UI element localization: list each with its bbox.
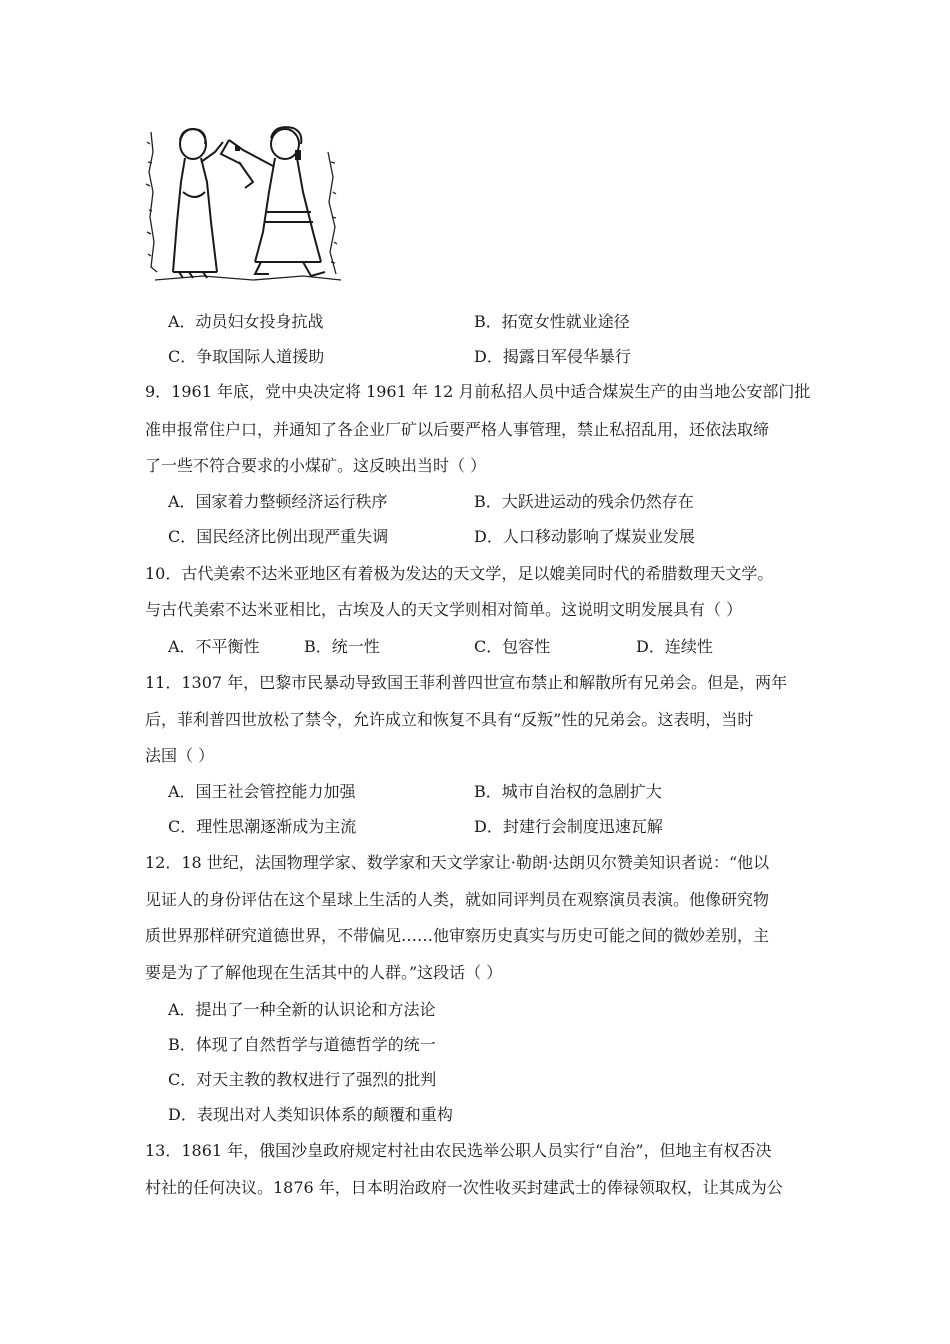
- q9-option-b[interactable]: B．大跃进运动的残余仍然存在: [474, 492, 694, 511]
- q11-option-d[interactable]: D．封建行会制度迅速瓦解: [474, 817, 663, 836]
- q13-stem-line-1: 13．1861 年，俄国沙皇政府规定村社由农民选举公职人员实行“自治”，但地主有权否决: [145, 1141, 772, 1160]
- q11-option-a[interactable]: A．国王社会管控能力加强: [168, 782, 356, 801]
- q8-option-b[interactable]: B．拓宽女性就业途径: [474, 312, 630, 331]
- q12-option-c[interactable]: C．对天主教的教权进行了强烈的批判: [168, 1070, 437, 1089]
- q11-option-c[interactable]: C．理性思潮逐渐成为主流: [168, 817, 357, 836]
- q8-option-d[interactable]: D．揭露日军侵华暴行: [474, 347, 631, 366]
- q9-stem-line-1: 9．1961 年底，党中央决定将 1961 年 12 月前私招人员中适合煤炭生产的由当地公安部门批: [145, 382, 811, 401]
- q13-stem-line-2: 村社的任何决议。1876 年，日本明治政府一次性收买封建武士的俸禄领取权，让其成为公: [145, 1178, 783, 1197]
- q9-option-d[interactable]: D．人口移动影响了煤炭业发展: [474, 527, 695, 546]
- q11-option-b[interactable]: B．城市自治权的急剧扩大: [474, 782, 662, 801]
- q9-stem-line-2: 准申报常住户口，并通知了各企业厂矿以后要严格人事管理，禁止私招乱用，还依法取缔: [145, 420, 770, 439]
- q10-option-a[interactable]: A．不平衡性: [168, 637, 260, 656]
- q10-stem-line-2: 与古代美索不达米亚相比，古埃及人的天文学则相对简单。这说明文明发展具有（ ）: [145, 600, 743, 619]
- q10-stem-line-1: 10．古代美索不达米亚地区有着极为发达的天文学，足以媲美同时代的希腊数理天文学。: [145, 564, 774, 583]
- q12-stem-line-4: 要是为了了解他现在生活其中的人群。”这段话（ ）: [145, 963, 503, 982]
- q10-option-d[interactable]: D．连续性: [636, 637, 713, 656]
- woodcut-illustration: [143, 122, 343, 284]
- q12-option-a[interactable]: A．提出了一种全新的认识论和方法论: [168, 1000, 436, 1019]
- q8-option-c[interactable]: C．争取国际人道援助: [168, 347, 325, 366]
- q9-option-a[interactable]: A．国家着力整顿经济运行秩序: [168, 492, 388, 511]
- q12-stem-line-3: 质世界那样研究道德世界，不带偏见……他审察历史真实与历史可能之间的微妙差别，主: [145, 926, 770, 945]
- q12-option-d[interactable]: D．表现出对人类知识体系的颠覆和重构: [168, 1105, 453, 1124]
- q11-stem-line-2: 后，菲利普四世放松了禁令，允许成立和恢复不具有“反叛”性的兄弟会。这表明，当时: [145, 710, 754, 729]
- q12-stem-line-2: 见证人的身份评估在这个星球上生活的人类，就如同评判员在观察演员表演。他像研究物: [145, 890, 770, 909]
- q12-option-b[interactable]: B．体现了自然哲学与道德哲学的统一: [168, 1035, 436, 1054]
- q8-option-a[interactable]: A．动员妇女投身抗战: [168, 312, 324, 331]
- q11-stem-line-1: 11．1307 年，巴黎市民暴动导致国王菲利普四世宣布禁止和解散所有兄弟会。但是，两年: [145, 673, 788, 692]
- q11-stem-line-3: 法国（ ）: [145, 746, 215, 765]
- q10-option-c[interactable]: C．包容性: [474, 637, 551, 656]
- q9-option-c[interactable]: C．国民经济比例出现严重失调: [168, 527, 389, 546]
- q10-option-b[interactable]: B．统一性: [304, 637, 380, 656]
- q9-stem-line-3: 了一些不符合要求的小煤矿。这反映出当时（ ）: [145, 456, 487, 475]
- q12-stem-line-1: 12．18 世纪，法国物理学家、数学家和天文学家让·勒朗·达朗贝尔赞美知识者说：“他以: [145, 853, 770, 872]
